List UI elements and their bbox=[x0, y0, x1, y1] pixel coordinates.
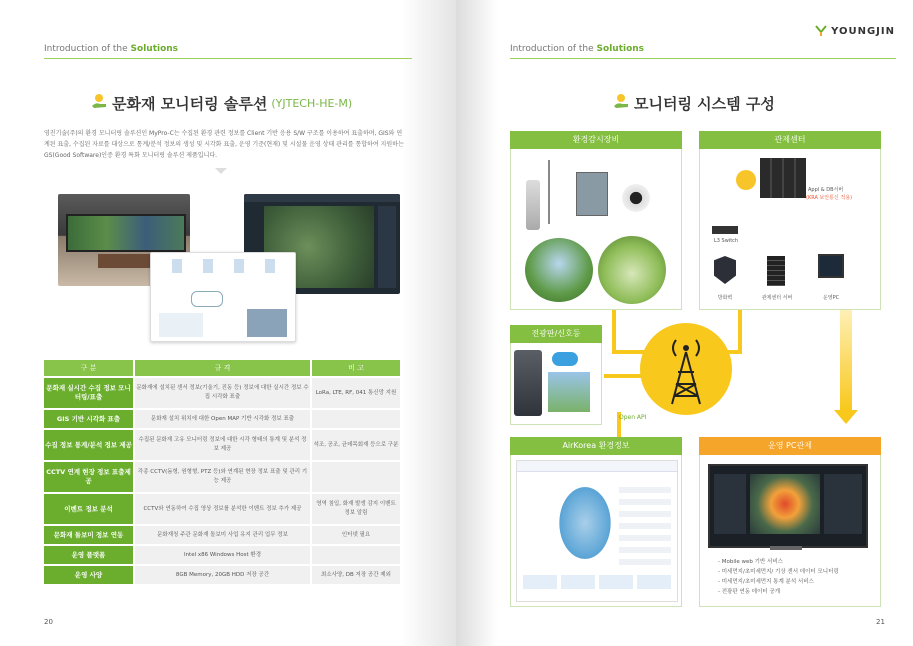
row-note: 석조, 공조, 균데목회재 등으로 구분 bbox=[312, 430, 402, 460]
intro-bold: Solutions bbox=[596, 44, 645, 54]
row-label: 수집 정보 통계/분석 정보 제공 bbox=[44, 430, 135, 460]
open-api-label: Open API bbox=[619, 414, 647, 421]
row-label: 이벤트 정보 분석 bbox=[44, 494, 135, 524]
ops-feature-item: - 미세먼지/초미세먼지/ 기상 센서 데이터 모니터링 bbox=[718, 569, 839, 575]
row-note: 인터넷 필요 bbox=[312, 526, 402, 544]
header-note: 비 고 bbox=[312, 360, 402, 376]
row-label: GIS 기반 시각화 표출 bbox=[44, 410, 135, 428]
row-label: CCTV 연계 현장 정보 표출제공 bbox=[44, 462, 135, 492]
row-note: 최소사양, DB 저장 공간 제외 bbox=[312, 566, 402, 584]
switch-icon bbox=[712, 226, 738, 234]
row-spec: CCTV와 연동하여 수집 영상 정보를 분석한 이벤트 정보 추가 제공 bbox=[135, 494, 312, 524]
intro-prefix: Introduction of the bbox=[44, 44, 131, 54]
row-label: 문화재 실시간 수집 정보 모니터링/표출 bbox=[44, 378, 135, 408]
center-server-label: 관제센터 서버 bbox=[761, 295, 793, 301]
monitor-stand bbox=[770, 546, 802, 550]
switch-label: L3 Switch bbox=[714, 238, 739, 244]
ops-feature-item: - 전광판 연동 데이터 공개 bbox=[718, 589, 781, 595]
row-label: 문화재 돌보미 정보 연동 bbox=[44, 526, 135, 544]
network-hub-icon bbox=[736, 170, 756, 190]
center-server-icon bbox=[767, 256, 785, 286]
row-spec: 각종 CCTV(돔형, 원형형, PTZ 등)와 연계된 현장 정보 표출 및 관리 기능 제공 bbox=[135, 462, 312, 492]
ops-pc-header: 운영 PC관제 bbox=[699, 437, 881, 455]
app-db-server-label: Appl & DB서버 bbox=[808, 187, 844, 193]
header-category: 구 분 bbox=[44, 360, 135, 376]
row-spec: Intel x86 Windows Host 환경 bbox=[135, 546, 312, 564]
row-label: 운영 플랫폼 bbox=[44, 546, 135, 564]
row-spec: 문화재에 설치된 센서 정보(기울기, 진동 등) 정보에 대한 실시간 정보 수집 시각화 표출 bbox=[135, 378, 312, 408]
sensor-device-images bbox=[526, 160, 666, 230]
row-spec: 문화재청 주관 문화재 돌보미 사업 유지 관리 업무 정보 bbox=[135, 526, 312, 544]
intro-bold: Solutions bbox=[130, 44, 179, 54]
env-equipment-header: 환경감시장비 bbox=[510, 131, 682, 149]
intro-prefix: Introduction of the bbox=[510, 44, 597, 54]
field-photo bbox=[525, 238, 593, 302]
row-note: 영역 침입, 화재 발생 감지 이벤트 정보 알림 bbox=[312, 494, 402, 524]
row-note: LoRa, LTE, RF, 041 통신망 지원 bbox=[312, 378, 402, 408]
ops-feature-item: - Mobile web 기반 서비스 bbox=[718, 559, 783, 565]
vehicle-photo bbox=[598, 236, 666, 304]
monitor-screenshot bbox=[708, 464, 868, 548]
airkorea-header: AirKorea 환경정보 bbox=[510, 437, 682, 455]
firewall-label: 방화벽 bbox=[717, 295, 733, 301]
page-title: 모니터링 시스템 구성 bbox=[634, 94, 775, 113]
page-title: 문화재 모니터링 솔루션 bbox=[112, 94, 268, 113]
signboard-header: 전광판/신호등 bbox=[510, 325, 602, 343]
header-spec: 규 격 bbox=[135, 360, 312, 376]
row-label: 운영 사양 bbox=[44, 566, 135, 584]
row-spec: 8GB Memory, 20GB HDD 저장 공간 bbox=[135, 566, 312, 584]
airkorea-screenshot bbox=[516, 460, 678, 602]
air-quality-badge bbox=[552, 352, 578, 366]
control-center-header: 관제센터 bbox=[699, 131, 881, 149]
server-rack-icon bbox=[760, 158, 806, 198]
ops-pc-icon bbox=[818, 254, 844, 278]
ops-pc-label: 운영PC bbox=[822, 295, 840, 301]
street-photo bbox=[548, 372, 590, 412]
page-number-left: 20 bbox=[44, 618, 53, 626]
ops-feature-item: - 미세먼지/초미세먼지 통계 분석 서비스 bbox=[718, 579, 814, 585]
antenna-tower-icon bbox=[662, 334, 710, 410]
description-text: 영진기술(주)의 환경 모니터링 솔루션인 MyPro-C는 수집된 환경 관련 정보를 Client 기반 응용 S/W 구조를 이용하여 표출하며, GIS와 연계된 표출, 수집된 자료를 대상으로 통계/분석 정보의 생성 및 시각화 표출, 운영 기준(현재) 및 시설물 운영 상태 관리를 통합하여 지원하는 GS(Good Software)인증 환경 특화 모니터링 솔루션 제품입니다. bbox=[44, 130, 404, 159]
page-subtitle: (YJTECH-HE-M) bbox=[271, 96, 353, 110]
row-spec: 문화재 설치 위치에 대한 Open MAP 기반 시각화 정보 표출 bbox=[135, 410, 312, 428]
row-spec: 수집된 문화재 고유 모니터링 정보에 대한 시각 형태의 통계 및 분석 정보 제공 bbox=[135, 430, 312, 460]
signboard-device-image bbox=[514, 350, 542, 416]
brand-name: YOUNGJIN bbox=[831, 26, 895, 37]
page-number-right: 21 bbox=[876, 618, 885, 626]
server-note-label: (KRA 보안통신 적용) bbox=[806, 195, 853, 201]
